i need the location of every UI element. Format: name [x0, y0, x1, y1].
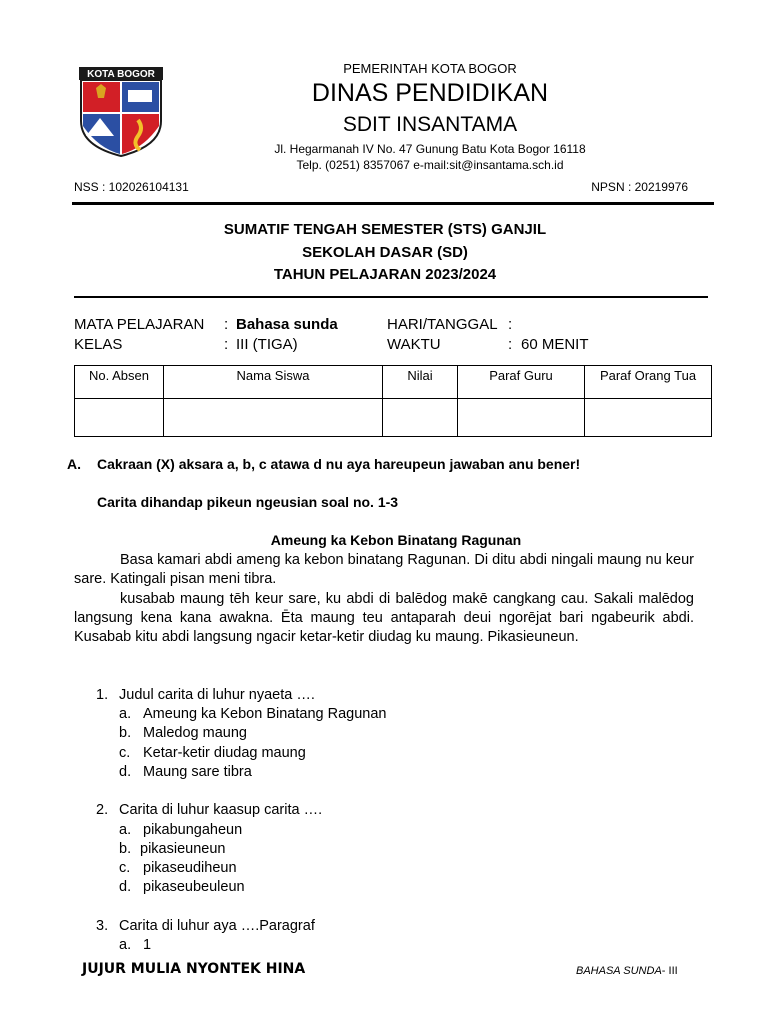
option-letter: a.: [119, 937, 132, 953]
question-text: Judul carita di luhur nyaeta ….: [119, 687, 315, 703]
class-label: KELAS: [74, 336, 123, 353]
class-value: III (TIGA): [236, 336, 298, 353]
title-divider: [74, 296, 708, 298]
cell-nama-siswa[interactable]: [164, 399, 383, 437]
story-title: Ameung ka Kebon Binatang Ragunan: [270, 532, 522, 548]
cell-paraf-orang-tua[interactable]: [585, 399, 712, 437]
option-letter: b.: [119, 725, 132, 741]
option-letter: a.: [119, 822, 132, 838]
header-paraf-orang-tua: Paraf Orang Tua: [585, 366, 712, 399]
subject-colon: :: [224, 316, 229, 333]
government-name: PEMERINTAH KOTA BOGOR: [343, 61, 517, 76]
exam-title-line1: SUMATIF TENGAH SEMESTER (STS) GANJIL: [223, 221, 547, 238]
class-colon: :: [224, 336, 229, 353]
question-text: Carita di luhur aya ….Paragraf: [119, 918, 315, 934]
footer-motto: JUJUR MULIA NYONTEK HINA: [82, 961, 306, 977]
story-paragraph-2: kusabab maung tēh keur sare, ku abdi di balēdog makē cangkang cau. Sakali malēdog langsung kena kana awakna. Ēta maung teu antaparah deui ngorējat bari ngabeurik abdi. Kusabab kitu abdi langsung ngacir ketar-ketir diudag ku maung. Pikasieuneun.: [74, 591, 694, 645]
student-info-table: [74, 365, 712, 437]
header-nama-siswa: Nama Siswa: [164, 366, 383, 399]
option-text: pikaseubeuleun: [143, 879, 245, 895]
section-marker: A.: [67, 456, 81, 472]
school-address: Jl. Hegarmanah IV No. 47 Gunung Batu Kota Bogor 16118: [274, 142, 586, 156]
option-text: pikabungaheun: [143, 822, 243, 838]
option-letter: c.: [119, 860, 131, 876]
kota-bogor-logo: [78, 66, 164, 158]
story-paragraph-1: Basa kamari abdi ameng ka kebon binatang Ragunan. Di ditu abdi ningali maung nu keur sare. Katingali pisan meni tibra.: [74, 552, 694, 587]
school-name: SDIT INSANTAMA: [342, 113, 518, 136]
exam-title-line2: SEKOLAH DASAR (SD): [302, 244, 468, 261]
day-label: HARI/TANGGAL: [387, 316, 498, 333]
question-number: 2.: [96, 802, 109, 818]
option-text: Ketar-ketir diudag maung: [143, 745, 306, 761]
question-text: Carita di luhur kaasup carita ….: [119, 802, 323, 818]
subject-value: Bahasa sunda: [236, 316, 338, 333]
question-number: 3.: [96, 918, 109, 934]
footer-grade: - III: [661, 965, 678, 977]
question-number: 1.: [96, 687, 109, 703]
section-instruction: Cakraan (X) aksara a, b, c atawa d nu aya hareupeun jawaban anu bener!: [97, 456, 581, 472]
nss-number: NSS : 102026104131: [74, 180, 189, 194]
option-letter: a.: [119, 706, 132, 722]
letterhead-divider: [72, 202, 714, 205]
footer-subject: [576, 965, 678, 977]
npsn-number: NPSN : 20219976: [591, 180, 688, 194]
cell-paraf-guru[interactable]: [458, 399, 585, 437]
subject-label: MATA PELAJARAN: [74, 316, 205, 333]
header-no-absen: No. Absen: [75, 366, 164, 399]
option-text: Maung sare tibra: [143, 764, 252, 780]
option-text: pikaseudiheun: [143, 860, 237, 876]
option-text: Ameung ka Kebon Binatang Ragunan: [143, 706, 387, 722]
school-contact: Telp. (0251) 8357067 e-mail:sit@insantama.sch.id: [296, 158, 564, 172]
option-letter: d.: [119, 879, 132, 895]
option-text: 1: [143, 937, 152, 953]
time-label: WAKTU: [387, 336, 441, 353]
time-value: 60 MENIT: [521, 336, 589, 353]
logo-text: KOTA BOGOR: [87, 69, 155, 80]
story-note: Carita dihandap pikeun ngeusian soal no. 1-3: [97, 494, 399, 510]
header-nilai: Nilai: [383, 366, 458, 399]
option-text: Maledog maung: [143, 725, 247, 741]
option-text: pikasieuneun: [140, 841, 226, 857]
exam-title-line3: TAHUN PELAJARAN 2023/2024: [273, 266, 497, 283]
day-colon: :: [508, 316, 513, 333]
cell-no-absen[interactable]: [75, 399, 164, 437]
cell-nilai[interactable]: [383, 399, 458, 437]
table-header-row: [75, 366, 712, 399]
option-letter: c.: [119, 745, 131, 761]
time-colon: :: [508, 336, 513, 353]
option-letter: b.: [119, 841, 132, 857]
table-row: [75, 399, 712, 437]
footer-subject-name: BAHASA SUNDA: [576, 965, 662, 977]
option-letter: d.: [119, 764, 132, 780]
header-paraf-guru: Paraf Guru: [458, 366, 585, 399]
agency-name: DINAS PENDIDIKAN: [311, 79, 549, 107]
